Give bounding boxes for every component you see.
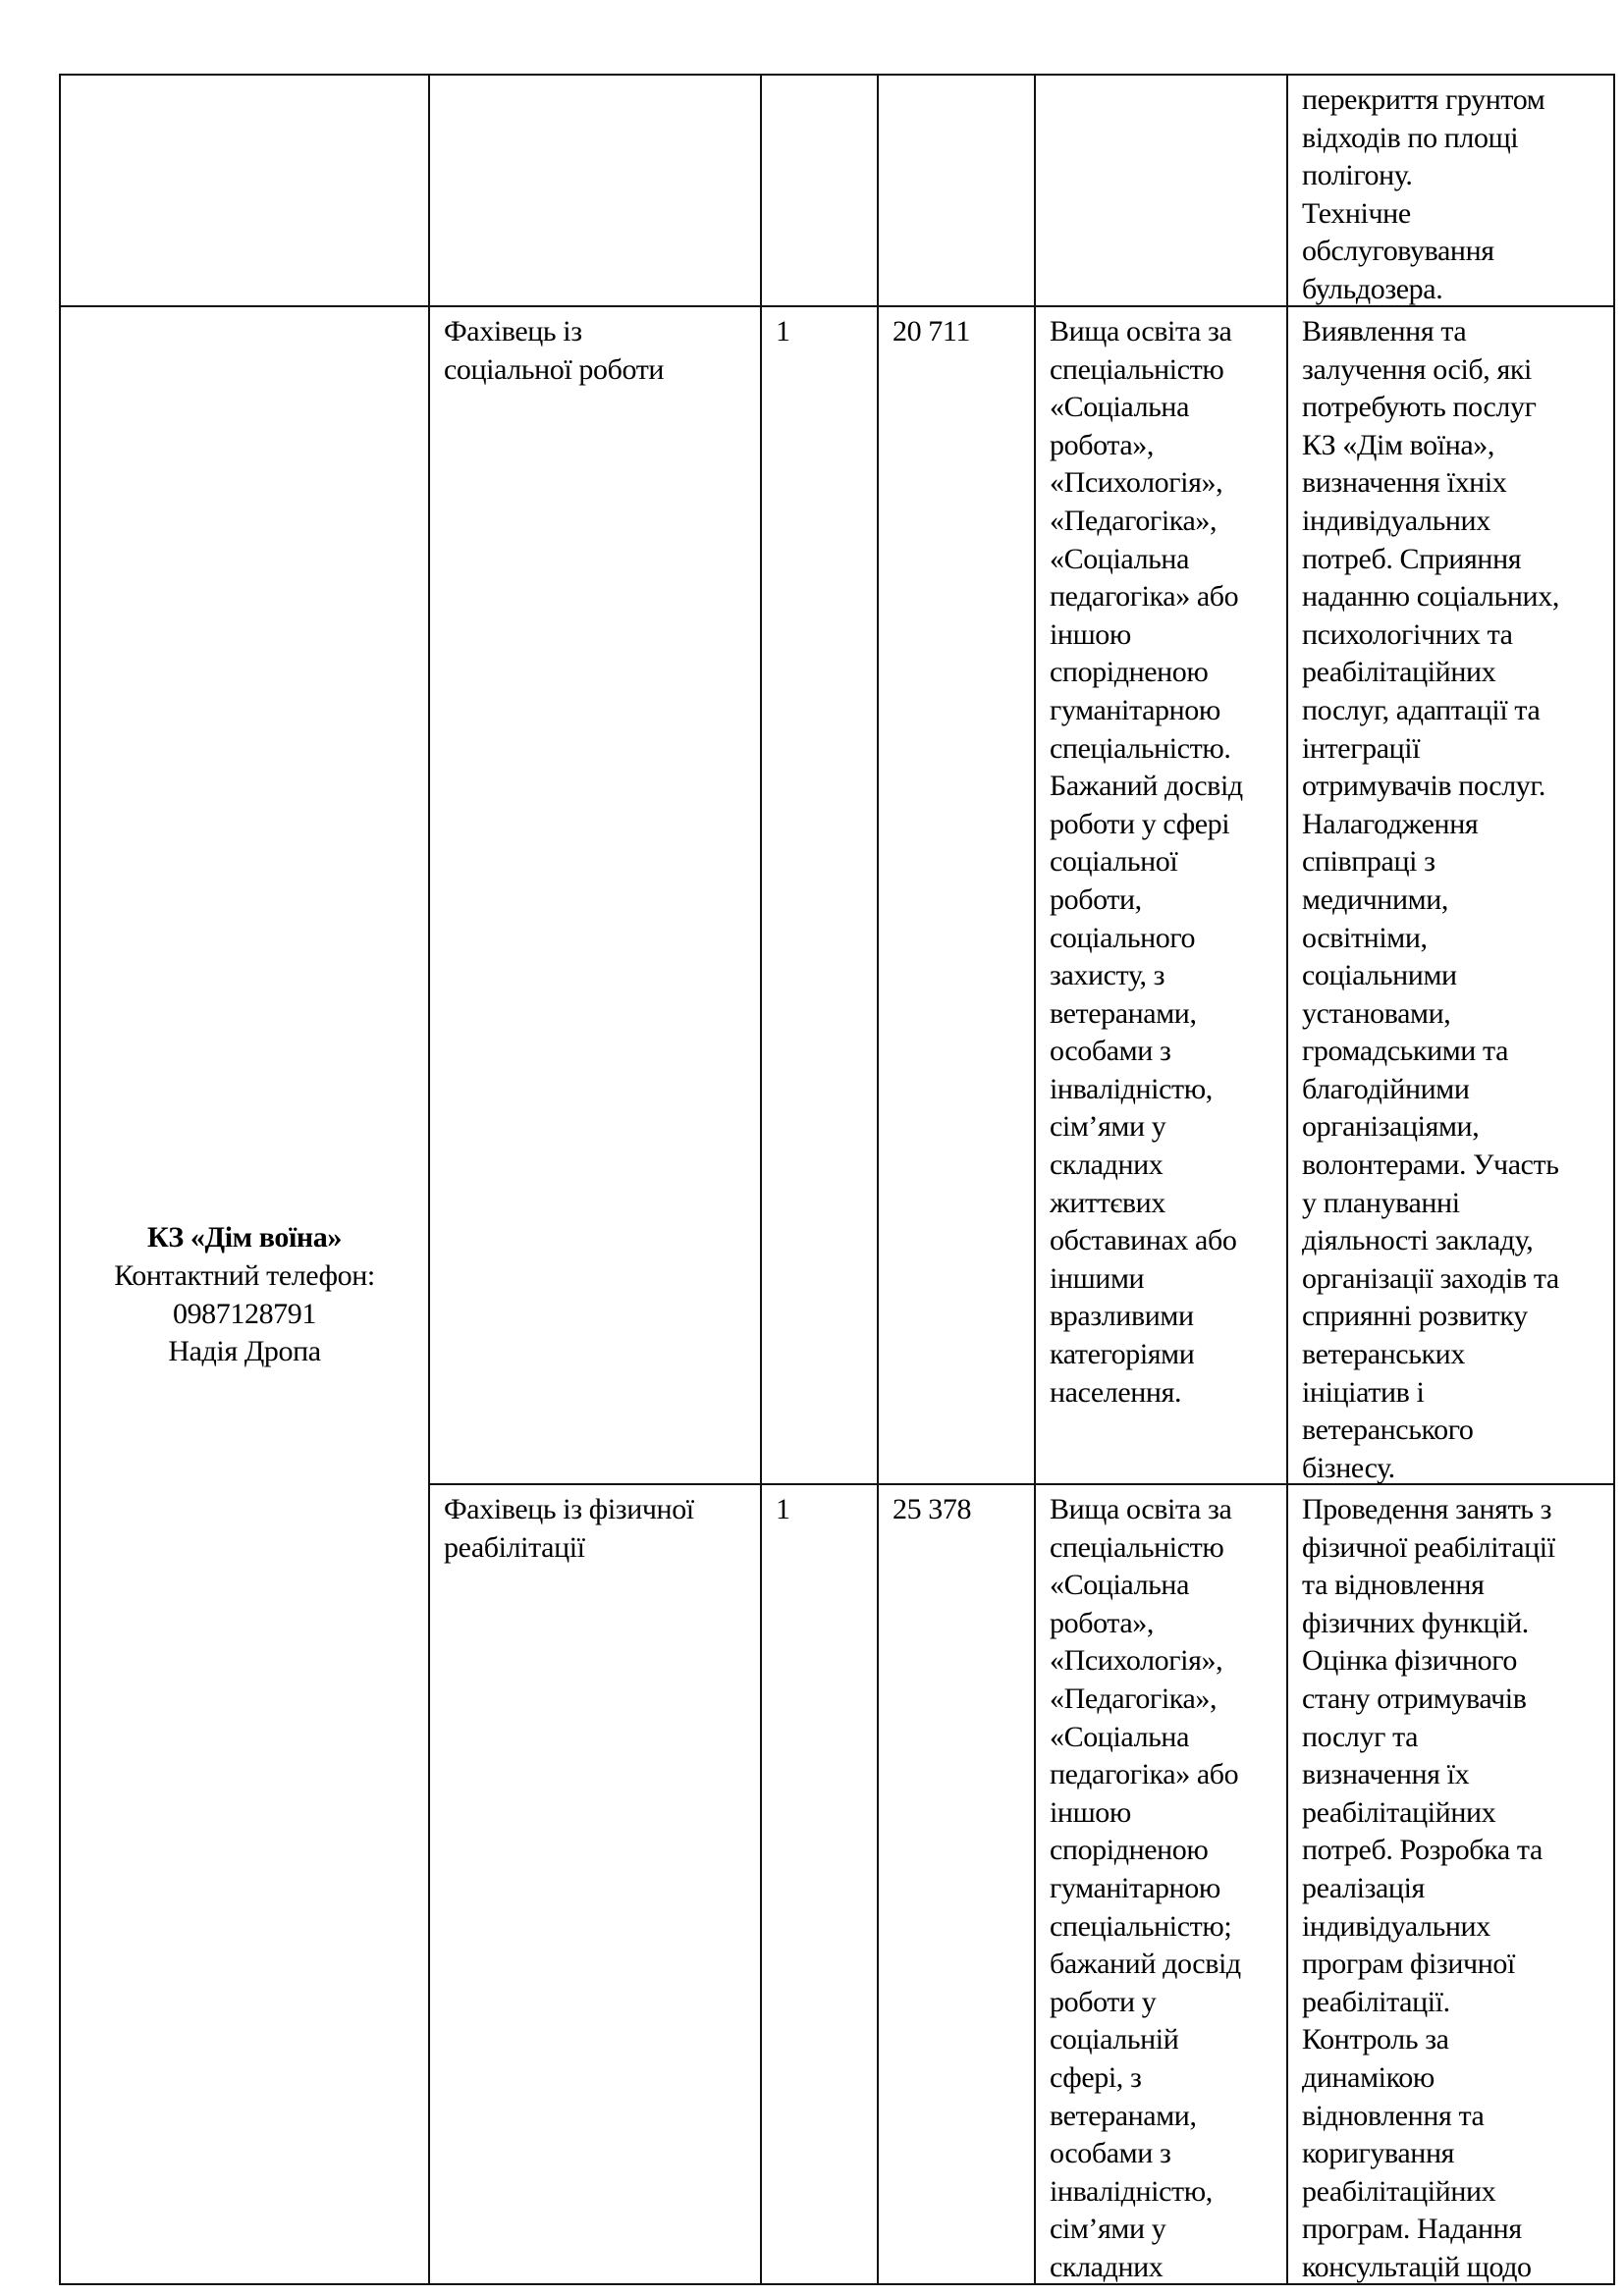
- organization-cell: [59, 305, 430, 2285]
- phone-number: 0987128791: [172, 1297, 316, 1330]
- requirements-cell: Вища освіта за спеціальністю «Соціальна робота», «Психологія», «Педагогіка», «Соціальна педагогіка» або іншою спорідненою гуманітарною спеціальністю; бажаний досвід роботи у соціальній сфері, з ветеранами, особами з інвалідністю, сім’ями у складних: [1034, 1483, 1288, 2285]
- position-cell: [428, 74, 762, 307]
- duties-cell: перекриття грунтом відходів по площі полігону. Технічне обслуговування бульдозера.: [1286, 74, 1615, 307]
- position-cell: Фахівець із фізичної реабілітації: [428, 1483, 762, 2285]
- requirements-cell: [1034, 74, 1288, 307]
- duties-cell: Виявлення та залучення осіб, які потребують послуг КЗ «Дім воїна», визначення їхніх індивідуальних потреб. Сприяння наданню соціальних, психологічних та реабілітаційних послуг, адаптації та інтеграції отримувачів послуг. Налагодження співпраці з медичними, освітніми, соціальними установами, громадськими та благодійними організаціями, волонтерами. Участь у плануванні діяльності закладу, організації заходів та сприянні розвитку ветеранських ініціатив і ветеранського бізнесу.: [1286, 305, 1615, 1485]
- salary-cell: 25 378: [877, 1483, 1036, 2285]
- organization-name: КЗ «Дім воїна»: [146, 1221, 342, 1255]
- duties-cell: Проведення занять з фізичної реабілітації та відновлення фізичних функцій. Оцінка фізичного стану отримувачів послуг та визначення їх реабілітаційних потреб. Розробка та реалізація індивідуальних програм фізичної реабілітації. Контроль за динамікою відновлення та коригування реабілітаційних програм. Надання консультацій щодо: [1286, 1483, 1615, 2285]
- salary-cell: 20 711: [877, 305, 1036, 1485]
- phone-label: Контактний телефон:: [114, 1258, 375, 1292]
- count-cell: 1: [760, 305, 879, 1485]
- org-cell-empty: [59, 74, 430, 307]
- salary-cell: [877, 74, 1036, 307]
- requirements-cell: Вища освіта за спеціальністю «Соціальна робота», «Психологія», «Педагогіка», «Соціальна педагогіка» або іншою спорідненою гуманітарною спеціальністю. Бажаний досвід роботи у сфері соціальної роботи, соціального захисту, з ветеранами, особами з інвалідністю, сім’ями у складних життєвих обставинах або іншими вразливими категоріями населення.: [1034, 305, 1288, 1485]
- contact-person: Надія Дропа: [168, 1335, 321, 1368]
- count-cell: 1: [760, 1483, 879, 2285]
- position-cell: Фахівець із соціальної роботи: [428, 305, 762, 1485]
- count-cell: [760, 74, 879, 307]
